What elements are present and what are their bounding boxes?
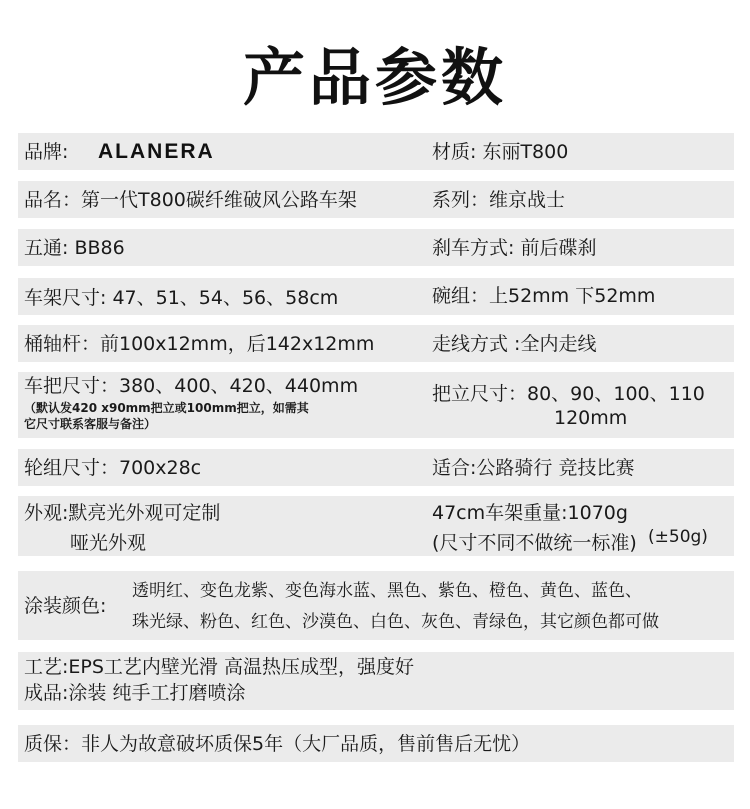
headset-text: 碗组：上52mm 下52mm [432, 285, 656, 307]
weight-note-text: (尺寸不同不做统一标准) [432, 532, 637, 554]
process-text: 工艺:EPS工艺内壁光滑 高温热压成型，强度好 [24, 656, 414, 678]
brake-text: 刹车方式: 前后碟刹 [432, 237, 597, 259]
spec-row-process [18, 652, 734, 710]
handlebar-note-line2: 它尺寸联系客服与备注） [24, 417, 157, 431]
weight-text: 47cm车架重量:1070g [432, 502, 628, 524]
spec-row-axle [18, 325, 734, 362]
brand-label: 品牌: [24, 141, 69, 163]
series-text: 系列：维京战士 [432, 189, 566, 211]
bottom-bracket-text: 五通: BB86 [24, 237, 125, 259]
material-text: 材质: 东丽T800 [432, 141, 569, 163]
usage-text: 适合:公路骑行 竞技比赛 [432, 457, 635, 479]
spec-row-colors [18, 571, 734, 640]
page-title: 产品参数 [242, 41, 507, 114]
frame-size-text: 车架尺寸: 47、51、54、56、58cm [24, 287, 339, 309]
spec-row-handlebar [18, 372, 734, 438]
colors-line2: 珠光绿、粉色、红色、沙漠色、白色、灰色、青绿色，其它颜色都可做 [132, 612, 659, 632]
stem-size-text: 把立尺寸：80、90、100、110 [432, 383, 705, 405]
handlebar-note-line1: （默认发420 x90mm把立或100mm把立，如需其 [24, 401, 309, 415]
axle-text: 桶轴杆：前100x12mm，后142x12mm [24, 333, 375, 355]
weight-tolerance-text: (±50g) [648, 527, 708, 547]
finish-text: 外观:默亮光外观可定制 [24, 502, 221, 524]
spec-row-finish-weight [18, 496, 734, 556]
colors-line1: 透明红、变色龙紫、变色海水蓝、黑色、紫色、橙色、黄色、蓝色、 [132, 581, 642, 601]
finish-text-line2: 哑光外观 [70, 532, 147, 554]
spec-row-bb [18, 229, 734, 266]
spec-row-size [18, 278, 734, 315]
colors-label: 涂装颜色: [24, 595, 107, 617]
warranty-text: 质保：非人为故意破坏质保5年（大厂品质，售前售后无忧） [24, 733, 531, 755]
product-name-text: 品名：第一代T800碳纤维破风公路车架 [24, 189, 357, 211]
wheelset-text: 轮组尺寸：700x28c [24, 457, 202, 479]
spec-row-name [18, 181, 734, 218]
spec-row-warranty [18, 725, 734, 762]
spec-row-wheels [18, 449, 734, 486]
routing-text: 走线方式 :全内走线 [432, 333, 597, 355]
spec-row-brand [18, 133, 734, 170]
stem-size-text-line2: 120mm [554, 407, 628, 429]
brand-logo: ALANERA [98, 140, 215, 163]
finishing-text: 成品:涂装 纯手工打磨喷涂 [24, 682, 246, 704]
handlebar-text: 车把尺寸：380、400、420、440mm [24, 375, 359, 397]
